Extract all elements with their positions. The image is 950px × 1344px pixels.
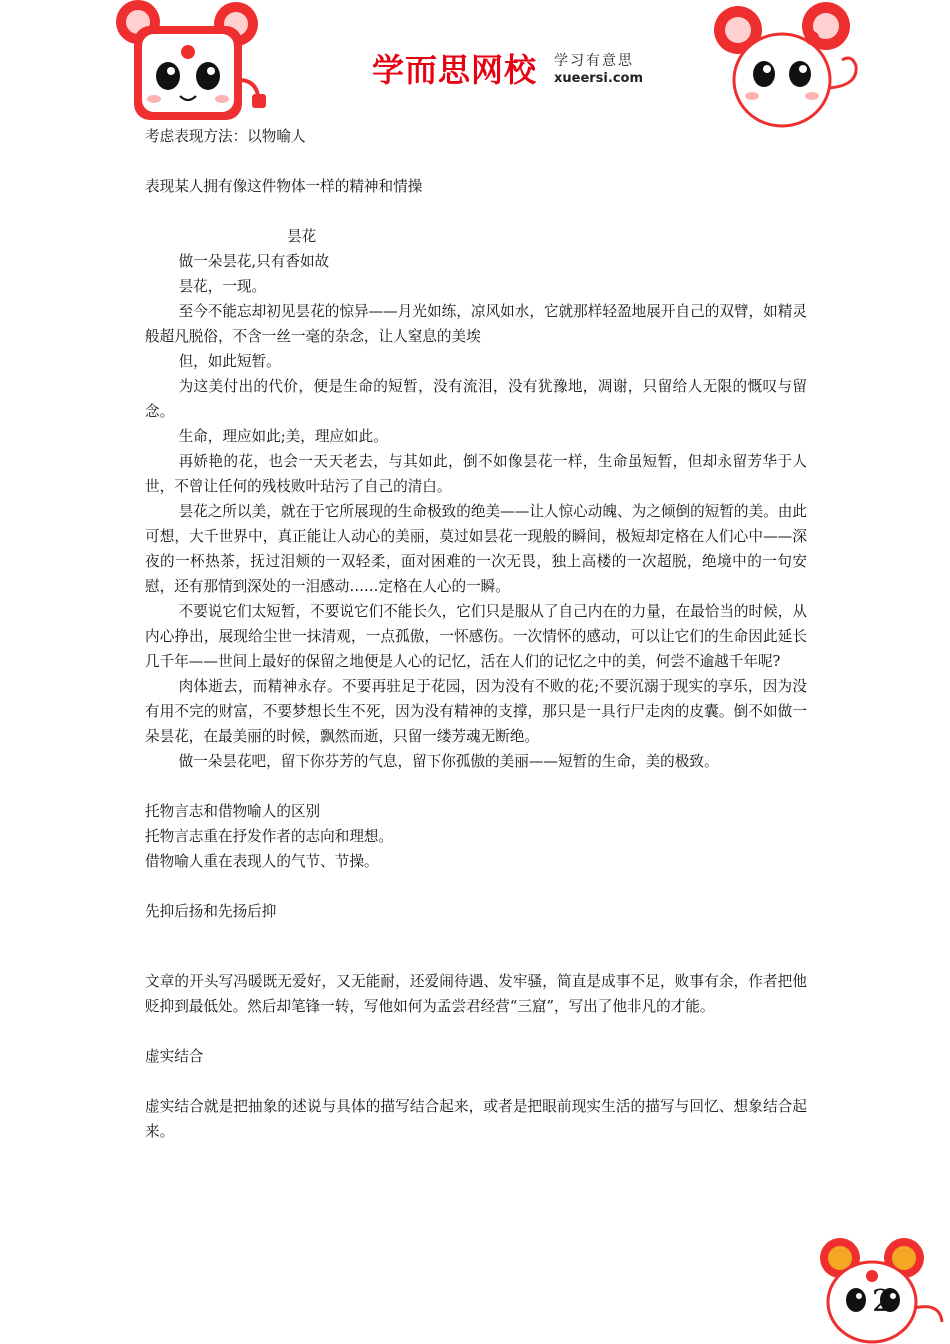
mascot-right-icon bbox=[708, 0, 868, 130]
essay-paragraph: 生命，理应如此;美，理应如此。 bbox=[178, 428, 388, 445]
essay-paragraph: 至今不能忘却初见昙花的惊异——月光如练，凉风如水，它就那样轻盈地展开自己的双臂，如精灵般超凡脱俗，不含一丝一毫的杂念，让人窒息的美埃 bbox=[145, 303, 807, 345]
difference-line: 托物言志重在抒发作者的志向和理想。 bbox=[145, 828, 394, 845]
difference-title: 托物言志和借物喻人的区别 bbox=[145, 803, 321, 820]
virtual-text: 虚实结合就是把抽象的述说与具体的描写结合起来，或者是把眼前现实生活的描写与回忆、想象结合起来。 bbox=[145, 1098, 807, 1140]
page-number: 2 bbox=[872, 1284, 892, 1319]
essay-paragraph: 肉体逝去，而精神永存。不要再驻足于花园，因为没有不败的花;不要沉溺于现实的享乐，因为没有用不完的财富，不要梦想长生不死，因为没有精神的支撑，那只是一具行尸走肉的皮囊。倒不如做一朵昙花，在最美丽的时候，飘然而逝，只留一缕芳魂无断绝。 bbox=[145, 678, 807, 745]
essay-paragraph: 不要说它们太短暂，不要说它们不能长久，它们只是服从了自己内在的力量，在最恰当的时候，从内心挣出，展现给尘世一抹清观，一点孤傲，一怀感伤。一次情怀的感动，可以让它们的生命因此延长几千年——世间上最好的保留之地便是人心的记忆，活在人们的记忆之中的美，何尝不逾越千年呢? bbox=[145, 603, 807, 670]
contrast-text: 文章的开头写冯暖既无爱好，又无能耐，还爱闹待遇、发牢骚，简直是成事不足，败事有余，作者把他贬抑到最低处。然后却笔锋一转，写他如何为孟尝君经营“三窟”，写出了他非凡的才能。 bbox=[145, 973, 807, 1015]
method-description: 表现某人拥有像这件物体一样的精神和情操 bbox=[145, 178, 423, 195]
logo-slogan: 学习有意思 bbox=[554, 53, 634, 69]
essay-paragraph: 昙花，一现。 bbox=[178, 278, 267, 295]
essay-paragraph: 昙花之所以美，就在于它所展现的生命极致的绝美——让人惊心动魄、为之倾倒的短暂的美。由此可想，大千世界中，真正能让人动心的美丽，莫过如昙花一现般的瞬间，极短却定格在人们心中——深夜的一杯热茶，抚过泪颊的一双轻柔，面对困难的一次无畏，独上高楼的一次超脱，绝境中的一句安慰，还有那情到深处的一泪感动……定格在人心的一瞬。 bbox=[145, 503, 807, 595]
method-title: 考虑表现方法：以物喻人 bbox=[145, 128, 306, 145]
essay-paragraph: 为这美付出的代价，便是生命的短暂，没有流泪，没有犹豫地，凋谢，只留给人无限的慨叹与留念。 bbox=[145, 378, 807, 420]
essay-paragraph: 再娇艳的花，也会一天天老去，与其如此，倒不如像昙花一样，生命虽短暂，但却永留芳华于人世，不曾让任何的残枝败叶玷污了自己的清白。 bbox=[145, 453, 807, 495]
difference-line: 借物喻人重在表现人的气节、节操。 bbox=[145, 853, 379, 870]
mascot-left-icon bbox=[108, 0, 273, 125]
virtual-title: 虚实结合 bbox=[145, 1048, 204, 1065]
document-body bbox=[145, 124, 807, 1144]
essay-paragraph: 做一朵昙花,只有香如故 bbox=[178, 253, 330, 270]
contrast-title: 先抑后扬和先扬后抑 bbox=[145, 903, 277, 920]
brand-logo bbox=[372, 50, 652, 94]
logo-title: 学而思网校 bbox=[372, 51, 538, 89]
essay-paragraph: 做一朵昙花吧，留下你芬芳的气息，留下你孤傲的美丽——短暂的生命，美的极致。 bbox=[178, 753, 719, 770]
essay-title: 昙花 bbox=[287, 228, 317, 245]
logo-domain: xueersi.com bbox=[554, 71, 644, 86]
essay-paragraph: 但，如此短暂。 bbox=[178, 353, 281, 370]
